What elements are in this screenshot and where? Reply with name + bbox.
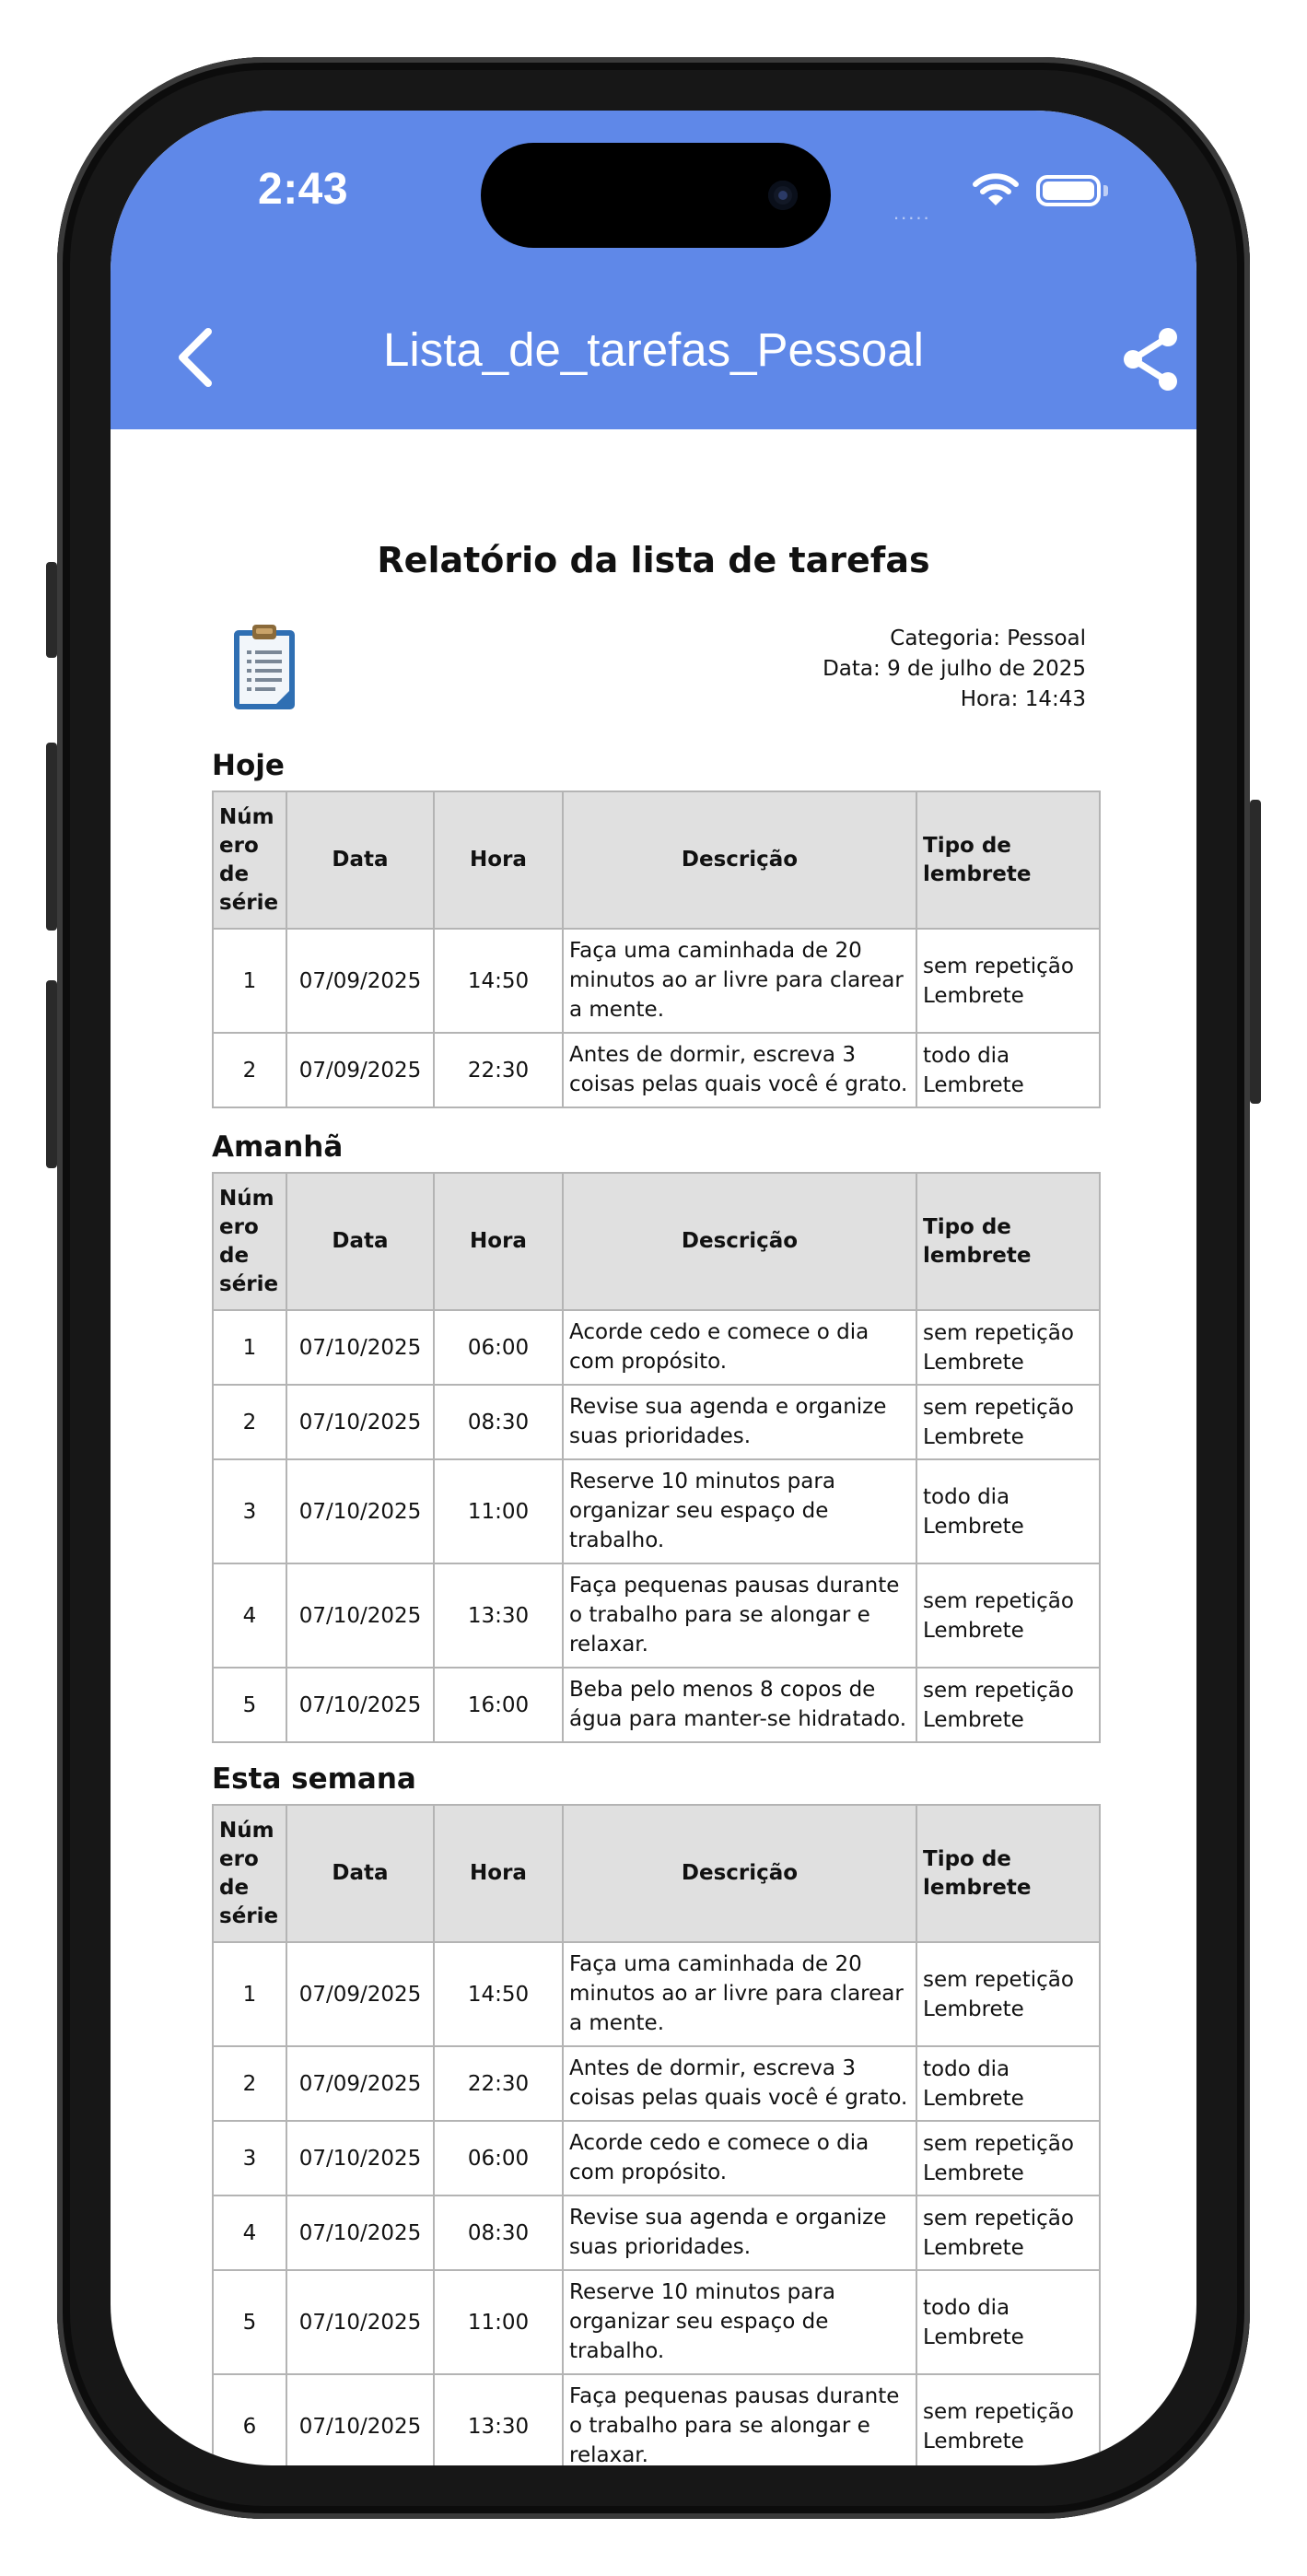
reminder-label: Lembrete bbox=[923, 2160, 1024, 2185]
cell-date: 07/10/2025 bbox=[286, 2270, 434, 2374]
reminder-repeat: sem repetição bbox=[923, 1678, 1074, 1703]
reminder-repeat: sem repetição bbox=[923, 1588, 1074, 1613]
column-header-number: Núm ero de série bbox=[213, 1805, 286, 1942]
cell-description: Reserve 10 minutos para organizar seu espaço de trabalho. bbox=[563, 1459, 916, 1563]
cell-description: Faça pequenas pausas durante o trabalho para se alongar e relaxar. bbox=[563, 2374, 916, 2465]
column-header-reminder-type: Tipo de lembrete bbox=[916, 1805, 1100, 1942]
cell-reminder bbox=[916, 1563, 1100, 1668]
cell-number: 3 bbox=[213, 1459, 286, 1563]
reminder-repeat: todo dia bbox=[923, 2056, 1010, 2081]
cell-description: Beba pelo menos 8 copos de água para manter-se hidratado. bbox=[563, 1668, 916, 1742]
cell-number: 1 bbox=[213, 929, 286, 1033]
report-document bbox=[111, 429, 1196, 2465]
reminder-label: Lembrete bbox=[923, 2429, 1024, 2453]
table-row bbox=[213, 929, 1100, 1033]
table-header-row bbox=[213, 1173, 1100, 1310]
reminder-label: Lembrete bbox=[923, 2086, 1024, 2111]
cell-date: 07/10/2025 bbox=[286, 2374, 434, 2465]
report-date: Data: 9 de julho de 2025 bbox=[823, 657, 1086, 681]
cell-date: 07/10/2025 bbox=[286, 1459, 434, 1563]
cell-description: Faça pequenas pausas durante o trabalho para se alongar e relaxar. bbox=[563, 1563, 916, 1668]
reminder-label: Lembrete bbox=[923, 1618, 1024, 1643]
cell-description: Antes de dormir, escreva 3 coisas pelas quais você é grato. bbox=[563, 1033, 916, 1107]
cell-number: 1 bbox=[213, 1310, 286, 1385]
app-header bbox=[111, 111, 1196, 429]
volume-down-button bbox=[46, 980, 57, 1168]
cell-description: Revise sua agenda e organize suas prioridades. bbox=[563, 1385, 916, 1459]
column-header-description: Descrição bbox=[563, 1805, 916, 1942]
cell-hour: 06:00 bbox=[434, 1310, 563, 1385]
table-row bbox=[213, 2195, 1100, 2270]
cell-hour: 08:30 bbox=[434, 1385, 563, 1459]
page-title: Lista_de_tarefas_Pessoal bbox=[383, 323, 924, 376]
table-row bbox=[213, 1385, 1100, 1459]
cell-hour: 13:30 bbox=[434, 2374, 563, 2465]
column-header-description: Descrição bbox=[563, 791, 916, 929]
cell-description: Acorde cedo e comece o dia com propósito. bbox=[563, 1310, 916, 1385]
reminder-repeat: todo dia bbox=[923, 1043, 1010, 1068]
report-meta bbox=[823, 624, 1086, 715]
reminder-repeat: sem repetição bbox=[923, 2131, 1074, 2156]
cell-number: 2 bbox=[213, 1033, 286, 1107]
reminder-label: Lembrete bbox=[923, 983, 1024, 1008]
screen bbox=[111, 111, 1196, 2465]
cell-hour: 22:30 bbox=[434, 1033, 563, 1107]
section-title-today: Hoje bbox=[212, 749, 285, 782]
column-header-description: Descrição bbox=[563, 1173, 916, 1310]
reminder-label: Lembrete bbox=[923, 1996, 1024, 2021]
table-row bbox=[213, 2121, 1100, 2195]
cell-reminder bbox=[916, 1942, 1100, 2046]
cell-number: 4 bbox=[213, 1563, 286, 1668]
cell-number: 4 bbox=[213, 2195, 286, 2270]
section-title-tomorrow: Amanhã bbox=[212, 1130, 344, 1164]
cell-hour: 11:00 bbox=[434, 2270, 563, 2374]
cell-number: 2 bbox=[213, 2046, 286, 2121]
cell-reminder bbox=[916, 2270, 1100, 2374]
cell-number: 3 bbox=[213, 2121, 286, 2195]
reminder-repeat: sem repetição bbox=[923, 2206, 1074, 2231]
cell-description: Faça uma caminhada de 20 minutos ao ar livre para clarear a mente. bbox=[563, 929, 916, 1033]
column-header-date: Data bbox=[286, 1173, 434, 1310]
cell-number: 5 bbox=[213, 2270, 286, 2374]
table-row bbox=[213, 2270, 1100, 2374]
table-row bbox=[213, 2046, 1100, 2121]
reminder-label: Lembrete bbox=[923, 2324, 1024, 2349]
cell-date: 07/10/2025 bbox=[286, 1668, 434, 1742]
cell-reminder bbox=[916, 2046, 1100, 2121]
cell-hour: 08:30 bbox=[434, 2195, 563, 2270]
column-header-date: Data bbox=[286, 791, 434, 929]
reminder-repeat: sem repetição bbox=[923, 2399, 1074, 2424]
cell-hour: 13:30 bbox=[434, 1563, 563, 1668]
cell-number: 1 bbox=[213, 1942, 286, 2046]
cell-reminder bbox=[916, 1310, 1100, 1385]
cell-reminder bbox=[916, 2195, 1100, 2270]
column-header-reminder-type: Tipo de lembrete bbox=[916, 1173, 1100, 1310]
reminder-repeat: sem repetição bbox=[923, 954, 1074, 978]
reminder-label: Lembrete bbox=[923, 1707, 1024, 1732]
column-header-hour: Hora bbox=[434, 791, 563, 929]
column-header-hour: Hora bbox=[434, 1805, 563, 1942]
battery-level bbox=[1043, 181, 1094, 200]
reminder-repeat: sem repetição bbox=[923, 1967, 1074, 1992]
reminder-label: Lembrete bbox=[923, 1514, 1024, 1539]
reminder-label: Lembrete bbox=[923, 1072, 1024, 1097]
table-row bbox=[213, 2374, 1100, 2465]
cell-hour: 06:00 bbox=[434, 2121, 563, 2195]
column-header-number: Núm ero de série bbox=[213, 791, 286, 929]
table-row bbox=[213, 1459, 1100, 1563]
share-icon bbox=[1114, 322, 1188, 396]
cell-number: 2 bbox=[213, 1385, 286, 1459]
report-title: Relatório da lista de tarefas bbox=[377, 540, 930, 580]
column-header-reminder-type: Tipo de lembrete bbox=[916, 791, 1100, 929]
cell-hour: 14:50 bbox=[434, 929, 563, 1033]
cell-description: Antes de dormir, escreva 3 coisas pelas quais você é grato. bbox=[563, 2046, 916, 2121]
cell-date: 07/09/2025 bbox=[286, 1033, 434, 1107]
cell-number: 6 bbox=[213, 2374, 286, 2465]
clipboard-icon bbox=[228, 621, 302, 713]
cell-reminder bbox=[916, 1385, 1100, 1459]
table-row bbox=[213, 1310, 1100, 1385]
reminder-label: Lembrete bbox=[923, 1350, 1024, 1375]
cell-reminder bbox=[916, 2121, 1100, 2195]
signal-icon: ..... bbox=[893, 201, 931, 224]
cell-date: 07/10/2025 bbox=[286, 1563, 434, 1668]
table-header-row bbox=[213, 1805, 1100, 1942]
cell-hour: 11:00 bbox=[434, 1459, 563, 1563]
battery-icon bbox=[1036, 175, 1101, 206]
tasks-table-this-week bbox=[212, 1804, 1101, 2465]
column-header-date: Data bbox=[286, 1805, 434, 1942]
power-button bbox=[1250, 800, 1261, 1104]
cell-description: Acorde cedo e comece o dia com propósito. bbox=[563, 2121, 916, 2195]
action-button bbox=[46, 562, 57, 658]
volume-up-button bbox=[46, 743, 57, 931]
cell-date: 07/09/2025 bbox=[286, 929, 434, 1033]
table-row bbox=[213, 1942, 1100, 2046]
cell-date: 07/09/2025 bbox=[286, 1942, 434, 2046]
cell-reminder bbox=[916, 929, 1100, 1033]
reminder-label: Lembrete bbox=[923, 1424, 1024, 1449]
battery-cap bbox=[1103, 185, 1108, 196]
reminder-repeat: todo dia bbox=[923, 1484, 1010, 1509]
reminder-label: Lembrete bbox=[923, 2235, 1024, 2260]
table-row bbox=[213, 1033, 1100, 1107]
cell-date: 07/10/2025 bbox=[286, 2195, 434, 2270]
cell-reminder bbox=[916, 1033, 1100, 1107]
cell-reminder bbox=[916, 2374, 1100, 2465]
reminder-repeat: todo dia bbox=[923, 2295, 1010, 2320]
share-button[interactable] bbox=[1114, 322, 1188, 396]
tasks-table-today bbox=[212, 790, 1101, 1108]
dynamic-island bbox=[481, 143, 831, 248]
cell-date: 07/09/2025 bbox=[286, 2046, 434, 2121]
cell-date: 07/10/2025 bbox=[286, 1310, 434, 1385]
cell-reminder bbox=[916, 1459, 1100, 1563]
wifi-icon bbox=[972, 171, 1020, 208]
tasks-table-tomorrow bbox=[212, 1172, 1101, 1743]
camera-icon bbox=[768, 181, 798, 210]
column-header-hour: Hora bbox=[434, 1173, 563, 1310]
cell-number: 5 bbox=[213, 1668, 286, 1742]
cell-description: Reserve 10 minutos para organizar seu espaço de trabalho. bbox=[563, 2270, 916, 2374]
cell-date: 07/10/2025 bbox=[286, 1385, 434, 1459]
section-title-this-week: Esta semana bbox=[212, 1762, 416, 1796]
report-time: Hora: 14:43 bbox=[960, 687, 1086, 711]
cell-description: Faça uma caminhada de 20 minutos ao ar livre para clarear a mente. bbox=[563, 1942, 916, 2046]
table-row bbox=[213, 1563, 1100, 1668]
status-time: 2:43 bbox=[258, 165, 349, 214]
cell-description: Revise sua agenda e organize suas prioridades. bbox=[563, 2195, 916, 2270]
cell-hour: 16:00 bbox=[434, 1668, 563, 1742]
table-header-row bbox=[213, 791, 1100, 929]
reminder-repeat: sem repetição bbox=[923, 1320, 1074, 1345]
report-category: Categoria: Pessoal bbox=[890, 626, 1086, 650]
cell-reminder bbox=[916, 1668, 1100, 1742]
column-header-number: Núm ero de série bbox=[213, 1173, 286, 1310]
table-row bbox=[213, 1668, 1100, 1742]
cell-hour: 22:30 bbox=[434, 2046, 563, 2121]
cell-date: 07/10/2025 bbox=[286, 2121, 434, 2195]
reminder-repeat: sem repetição bbox=[923, 1395, 1074, 1420]
cell-hour: 14:50 bbox=[434, 1942, 563, 2046]
